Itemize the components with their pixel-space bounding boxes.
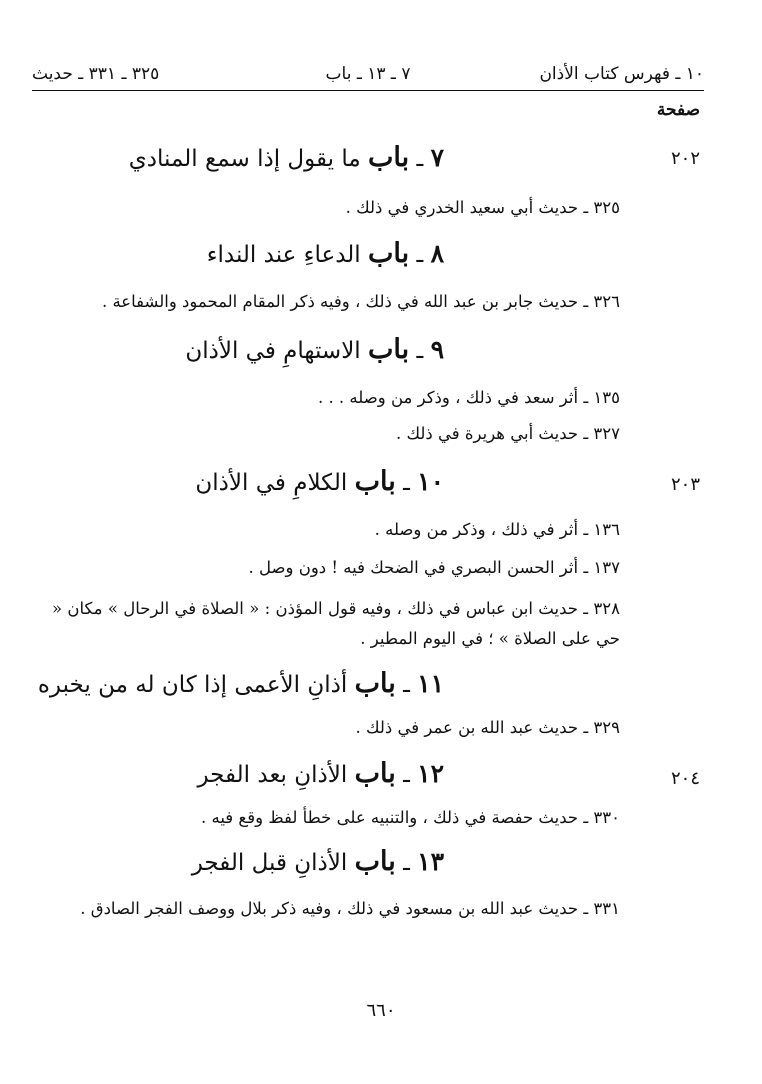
chapter-heading: ٩ ـ باب الاستهامِ في الأذان [185,334,444,365]
header-chapter-range: ٧ ـ ١٣ ـ باب [325,64,411,84]
index-entry: ١٣٥ ـ أثر سعد في ذلك ، وذكر من وصله . . . [317,388,620,407]
chapter-title: الاستهامِ في الأذان [185,338,361,364]
chapter-page-number: ٢٠٣ [670,474,700,495]
chapter-title: أذانِ الأعمى إذا كان له من يخبره [37,672,348,698]
page-number: ٦٦٠ [366,1000,396,1021]
chapter-page-number: ٢٠٤ [670,768,700,789]
index-entry: ١٣٧ ـ أثر الحسن البصري في الضحك فيه ! دون وصل . [248,558,620,577]
index-entry: ٣٢٩ ـ حديث عبد الله بن عمر في ذلك . [355,718,620,737]
index-entry: ٣٢٧ ـ حديث أبي هريرة في ذلك . [395,424,620,443]
chapter-number: ١١ [417,669,444,698]
chapter-number: ١٣ [417,847,444,876]
chapter-title: الأذانِ قبل الفجر [191,850,348,876]
chapter-title: الأذانِ بعد الفجر [197,762,348,788]
index-entry: ٣٢٥ ـ حديث أبي سعيد الخدري في ذلك . [345,198,620,217]
chapter-keyword: باب [368,334,410,365]
chapter-number: ١٠ [417,467,444,496]
chapter-number: ٧ [430,143,444,172]
chapter-title: ما يقول إذا سمع المنادي [128,146,361,172]
chapter-keyword: باب [368,238,410,269]
chapter-number: ٩ [430,335,444,364]
chapter-heading: ١١ ـ باب أذانِ الأعمى إذا كان له من يخبره [37,668,444,699]
index-entry: ٣٢٦ ـ حديث جابر بن عبد الله في ذلك ، وفيه ذكر المقام المحمود والشفاعة . [101,292,620,311]
page-column-label: صفحة [656,100,700,120]
chapter-number: ٨ [430,239,444,268]
chapter-page-number: ٢٠٢ [670,148,700,169]
chapter-keyword: باب [354,466,396,497]
chapter-number: ١٢ [417,759,444,788]
header-hadith-range: ٣٢٥ ـ ٣٣١ ـ حديث [32,64,160,84]
chapter-keyword: باب [368,142,410,173]
chapter-keyword: باب [354,668,396,699]
chapter-heading: ٨ ـ باب الدعاءِ عند النداء [206,238,444,269]
chapter-heading: ١٠ ـ باب الكلامِ في الأذان [195,466,444,497]
header-section-title: ١٠ ـ فهرس كتاب الأذان [539,64,704,84]
index-entry: ١٣٦ ـ أثر في ذلك ، وذكر من وصله . [374,520,620,539]
index-entry: ٣٣١ ـ حديث عبد الله بن مسعود في ذلك ، وفيه ذكر بلال ووصف الفجر الصادق . [80,899,620,918]
chapter-heading: ٧ ـ باب ما يقول إذا سمع المنادي [128,142,444,173]
running-header [32,60,704,91]
chapter-heading: ١٢ ـ باب الأذانِ بعد الفجر [197,758,444,789]
chapter-title: الكلامِ في الأذان [195,470,348,496]
chapter-keyword: باب [354,758,396,789]
chapter-title: الدعاءِ عند النداء [206,242,361,268]
chapter-keyword: باب [354,846,396,877]
index-entry: ٣٣٠ ـ حديث حفصة في ذلك ، والتنبيه على خطأ لفظ وقع فيه . [200,808,620,827]
index-entry: ٣٢٨ ـ حديث ابن عباس في ذلك ، وفيه قول المؤذن : « الصلاة في الرحال » مكان « حي على الصلاة » ؛ في اليوم المطير . [52,599,620,648]
chapter-heading: ١٣ ـ باب الأذانِ قبل الفجر [191,846,444,877]
